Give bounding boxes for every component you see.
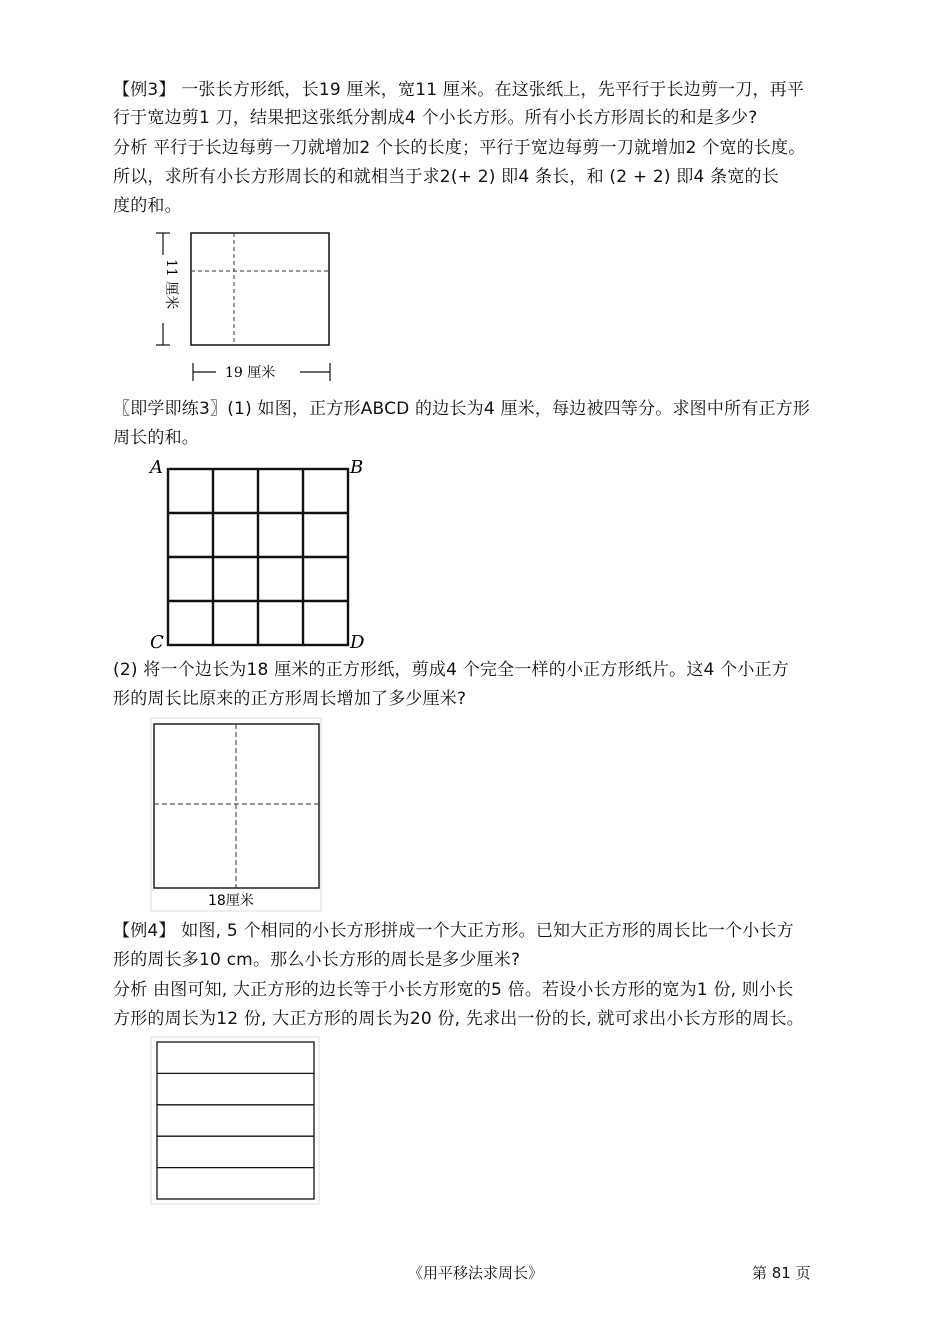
example3-analysis-line2: 所以，求所有小长方形周长的和就相当于求2(+ 2) 即4 条长，和 (2 + 2) 即4 条宽的长 xyxy=(113,167,779,187)
practice3-part2-line1: (2) 将一个边长为18 厘米的正方形纸，剪成4 个完全一样的小正方形纸片。这4 个小正方 xyxy=(113,660,789,680)
rectangle-cut-figure xyxy=(150,225,335,385)
example3-analysis-line1: 分析 平行于长边每剪一刀就增加2 个长的长度；平行于宽边每剪一刀就增加2 个宽的长度。 xyxy=(113,138,806,158)
label-a: A xyxy=(150,457,163,478)
square-cut-figure xyxy=(150,717,322,912)
example4-text-line2: 形的周长多10 cm。那么小长方形的周长是多少厘米? xyxy=(113,950,521,970)
side-length-label: 18厘米 xyxy=(208,893,254,909)
example3-text-line2: 行于宽边剪1 刀，结果把这张纸分割成4 个小长方形。所有小长方形周长的和是多少? xyxy=(113,108,758,128)
label-c: C xyxy=(150,632,164,652)
label-d: D xyxy=(350,632,365,652)
practice3-line1: 〖即学即练3〗(1) 如图，正方形ABCD 的边长为4 厘米，每边被四等分。求图中所有正方形 xyxy=(113,399,811,419)
big-square-outline xyxy=(157,1042,314,1199)
footer-title: 《用平移法求周长》 xyxy=(408,1264,544,1282)
practice3-line2: 周长的和。 xyxy=(113,428,199,448)
example4-text-line1: 【例4】 如图, 5 个相同的小长方形拼成一个大正方形。已知大正方形的周长比一个小长方 xyxy=(113,921,794,941)
stacked-rectangles-figure xyxy=(150,1036,320,1205)
page-number: 第 81 页 xyxy=(752,1264,811,1282)
example4-analysis-line1: 分析 由图可知, 大正方形的边长等于小长方形宽的5 倍。若设小长方形的宽为1 份, 则小长 xyxy=(113,980,794,1000)
example3-text-line1: 【例3】 一张长方形纸，长19 厘米，宽11 厘米。在这张纸上，先平行于长边剪一刀，再平 xyxy=(113,80,805,100)
height-label: 11 厘米 xyxy=(163,259,179,310)
paper-rectangle xyxy=(191,233,329,345)
practice3-part2-line2: 形的周长比原来的正方形周长增加了多少厘米? xyxy=(113,689,467,709)
square-grid-figure xyxy=(148,455,370,652)
label-b: B xyxy=(350,457,364,478)
example3-analysis-line3: 度的和。 xyxy=(113,196,182,216)
width-label: 19 厘米 xyxy=(225,365,276,381)
example4-analysis-line2: 方形的周长为12 份, 大正方形的周长为20 份, 先求出一份的长, 就可求出小长方形的周长。 xyxy=(113,1009,804,1029)
